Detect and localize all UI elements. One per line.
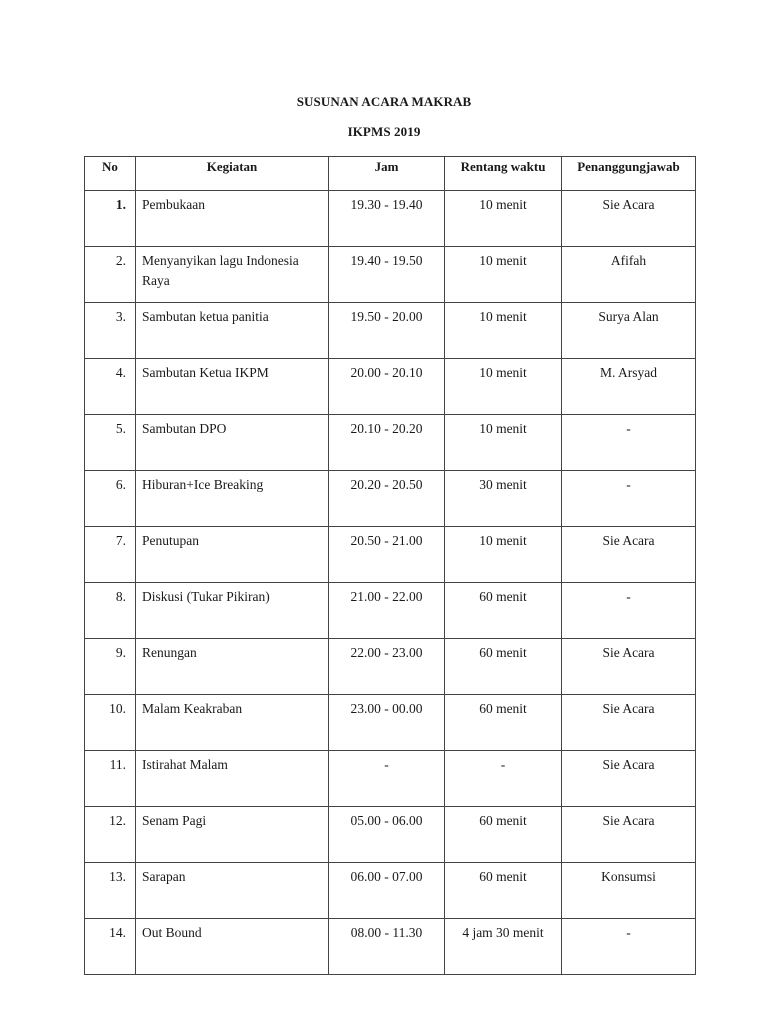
- cell-penanggungjawab: Sie Acara: [562, 191, 696, 247]
- cell-jam: 20.10 - 20.20: [329, 415, 445, 471]
- cell-kegiatan: Sambutan DPO: [136, 415, 329, 471]
- header-kegiatan: Kegiatan: [136, 157, 329, 191]
- cell-no: 14.: [85, 919, 136, 975]
- cell-rentang-waktu: 10 menit: [445, 415, 562, 471]
- cell-rentang-waktu: 10 menit: [445, 303, 562, 359]
- cell-rentang-waktu: 60 menit: [445, 639, 562, 695]
- cell-no: 1.: [85, 191, 136, 247]
- cell-kegiatan: Out Bound: [136, 919, 329, 975]
- cell-jam: 22.00 - 23.00: [329, 639, 445, 695]
- header-no: No: [85, 157, 136, 191]
- cell-no: 10.: [85, 695, 136, 751]
- cell-kegiatan: Sarapan: [136, 863, 329, 919]
- cell-jam: 05.00 - 06.00: [329, 807, 445, 863]
- table-row: [85, 919, 696, 975]
- header-penanggungjawab: Penanggungjawab: [562, 157, 696, 191]
- cell-penanggungjawab: Sie Acara: [562, 527, 696, 583]
- cell-rentang-waktu: 30 menit: [445, 471, 562, 527]
- cell-penanggungjawab: Sie Acara: [562, 639, 696, 695]
- cell-no: 11.: [85, 751, 136, 807]
- cell-no: 7.: [85, 527, 136, 583]
- table-row: [85, 695, 696, 751]
- cell-kegiatan: Pembukaan: [136, 191, 329, 247]
- cell-rentang-waktu: 60 menit: [445, 807, 562, 863]
- document-title: SUSUNAN ACARA MAKRAB: [296, 94, 472, 109]
- cell-kegiatan: Senam Pagi: [136, 807, 329, 863]
- document-subtitle: IKPMS 2019: [347, 124, 421, 139]
- cell-jam: 21.00 - 22.00: [329, 583, 445, 639]
- cell-penanggungjawab: Sie Acara: [562, 807, 696, 863]
- cell-no: 6.: [85, 471, 136, 527]
- cell-no: 3.: [85, 303, 136, 359]
- table-row: [85, 247, 696, 303]
- cell-no: 12.: [85, 807, 136, 863]
- table-row: [85, 359, 696, 415]
- header-rentang-waktu: Rentang waktu: [445, 157, 562, 191]
- cell-no: 4.: [85, 359, 136, 415]
- cell-rentang-waktu: 60 menit: [445, 863, 562, 919]
- schedule-table: [84, 156, 696, 975]
- cell-penanggungjawab: Surya Alan: [562, 303, 696, 359]
- cell-rentang-waktu: 10 menit: [445, 527, 562, 583]
- cell-jam: 19.40 - 19.50: [329, 247, 445, 303]
- table-row: [85, 415, 696, 471]
- cell-penanggungjawab: -: [562, 415, 696, 471]
- table-row: [85, 863, 696, 919]
- cell-rentang-waktu: 10 menit: [445, 247, 562, 303]
- header-jam: Jam: [329, 157, 445, 191]
- cell-jam: 08.00 - 11.30: [329, 919, 445, 975]
- cell-kegiatan: Menyanyikan lagu Indonesia Raya: [136, 247, 329, 303]
- cell-rentang-waktu: 60 menit: [445, 583, 562, 639]
- cell-rentang-waktu: 60 menit: [445, 695, 562, 751]
- cell-no: 8.: [85, 583, 136, 639]
- cell-kegiatan: Istirahat Malam: [136, 751, 329, 807]
- cell-jam: -: [329, 751, 445, 807]
- cell-rentang-waktu: 4 jam 30 menit: [445, 919, 562, 975]
- cell-no: 9.: [85, 639, 136, 695]
- cell-kegiatan: Renungan: [136, 639, 329, 695]
- table-header-row: [85, 157, 696, 191]
- cell-kegiatan: Hiburan+Ice Breaking: [136, 471, 329, 527]
- cell-jam: 20.00 - 20.10: [329, 359, 445, 415]
- table-row: [85, 751, 696, 807]
- cell-penanggungjawab: Afifah: [562, 247, 696, 303]
- cell-penanggungjawab: -: [562, 919, 696, 975]
- cell-penanggungjawab: Sie Acara: [562, 751, 696, 807]
- table-row: [85, 191, 696, 247]
- table-row: [85, 471, 696, 527]
- cell-kegiatan: Malam Keakraban: [136, 695, 329, 751]
- cell-penanggungjawab: Konsumsi: [562, 863, 696, 919]
- cell-penanggungjawab: M. Arsyad: [562, 359, 696, 415]
- cell-no: 5.: [85, 415, 136, 471]
- table-row: [85, 527, 696, 583]
- table-row: [85, 583, 696, 639]
- cell-penanggungjawab: -: [562, 583, 696, 639]
- cell-rentang-waktu: -: [445, 751, 562, 807]
- cell-kegiatan: Penutupan: [136, 527, 329, 583]
- cell-jam: 20.20 - 20.50: [329, 471, 445, 527]
- cell-no: 13.: [85, 863, 136, 919]
- cell-penanggungjawab: -: [562, 471, 696, 527]
- cell-rentang-waktu: 10 menit: [445, 191, 562, 247]
- cell-no: 2.: [85, 247, 136, 303]
- table-row: [85, 303, 696, 359]
- cell-jam: 23.00 - 00.00: [329, 695, 445, 751]
- cell-jam: 19.30 - 19.40: [329, 191, 445, 247]
- cell-kegiatan: Sambutan ketua panitia: [136, 303, 329, 359]
- table-row: [85, 639, 696, 695]
- cell-jam: 06.00 - 07.00: [329, 863, 445, 919]
- cell-kegiatan: Diskusi (Tukar Pikiran): [136, 583, 329, 639]
- cell-kegiatan: Sambutan Ketua IKPM: [136, 359, 329, 415]
- cell-jam: 19.50 - 20.00: [329, 303, 445, 359]
- cell-jam: 20.50 - 21.00: [329, 527, 445, 583]
- table-row: [85, 807, 696, 863]
- cell-rentang-waktu: 10 menit: [445, 359, 562, 415]
- cell-penanggungjawab: Sie Acara: [562, 695, 696, 751]
